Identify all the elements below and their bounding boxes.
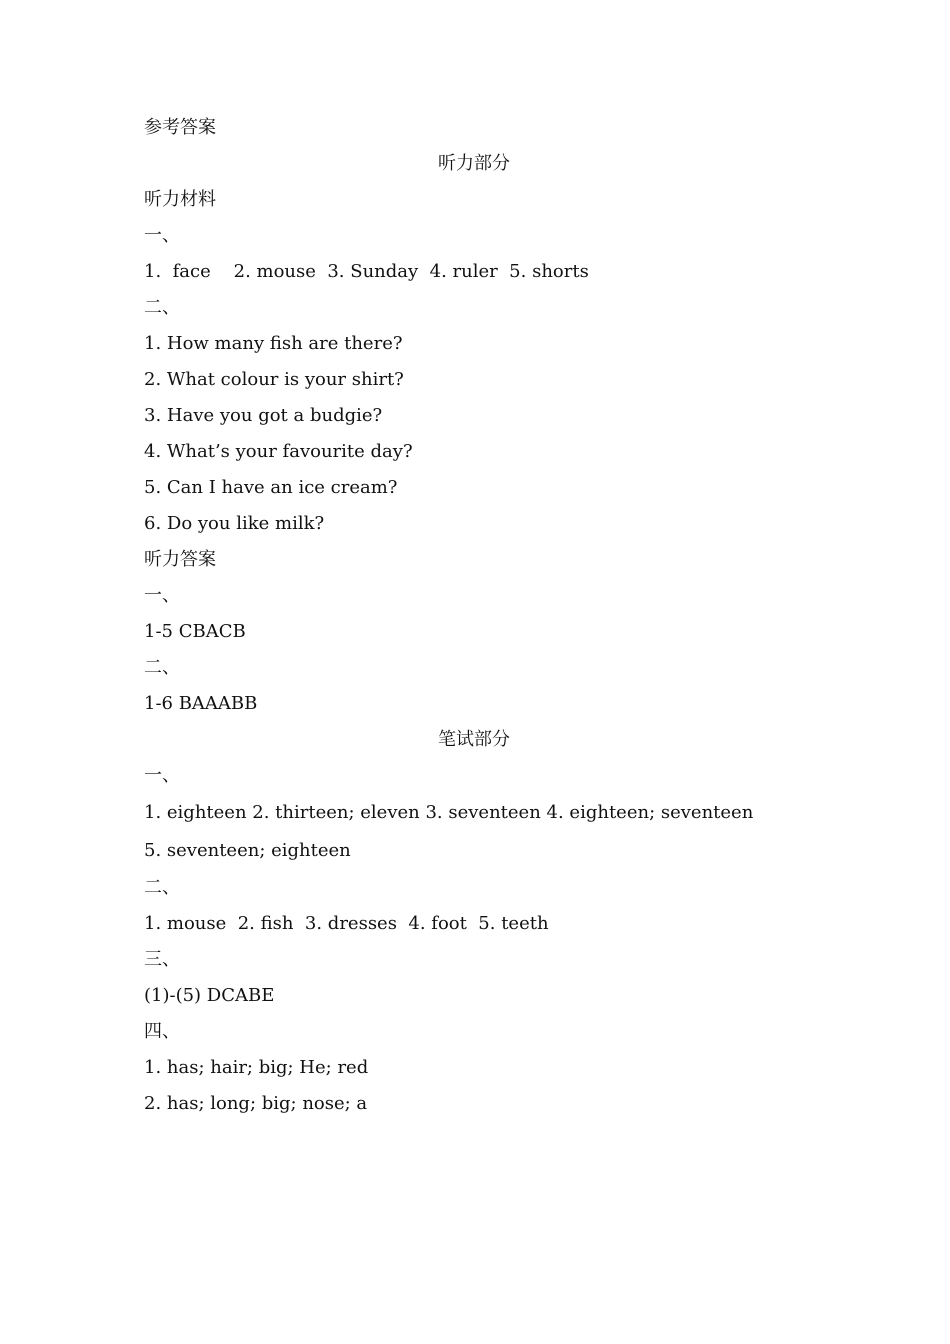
written-part1-label: 一、 xyxy=(144,765,180,786)
written-part2-text: 1. mouse 2. fish 3. dresses 4. foot 5. teeth xyxy=(144,913,549,934)
answer-key-title: 参考答案 xyxy=(144,117,216,138)
listening-question-3: 3. Have you got a budgie? xyxy=(144,405,383,426)
listening-part1-text: 1. face 2. mouse 3. Sunday 4. ruler 5. shorts xyxy=(144,261,589,282)
listening-answers-part2-label: 二、 xyxy=(144,657,180,678)
written-part2-label: 二、 xyxy=(144,877,180,898)
written-part3-text: (1)-(5) DCABE xyxy=(144,985,275,1006)
listening-answers-part2-text: 1-6 BAAABB xyxy=(144,693,258,714)
listening-answers-part1-text: 1-5 CBACB xyxy=(144,621,246,642)
written-section-heading: 笔试部分 xyxy=(438,729,510,750)
written-part3-label: 三、 xyxy=(144,949,180,970)
listening-question-6: 6. Do you like milk? xyxy=(144,513,325,534)
listening-question-5: 5. Can I have an ice cream? xyxy=(144,477,398,498)
listening-materials-label: 听力材料 xyxy=(144,189,216,210)
written-part4-item-2: 2. has; long; big; nose; a xyxy=(144,1093,368,1114)
written-part1-text: 1. eighteen 2. thirteen; eleven 3. seventeen 4. eighteen; seventeen 5. seventeen; eighteen xyxy=(144,802,754,861)
listening-answers-part1-label: 一、 xyxy=(144,585,180,606)
listening-answers-label: 听力答案 xyxy=(144,549,216,570)
document-content xyxy=(144,110,804,1122)
written-part4-label: 四、 xyxy=(144,1021,180,1042)
listening-part1-label: 一、 xyxy=(144,225,180,246)
listening-question-2: 2. What colour is your shirt? xyxy=(144,369,404,390)
written-part4-item-1: 1. has; hair; big; He; red xyxy=(144,1057,369,1078)
listening-question-4: 4. What’s your favourite day? xyxy=(144,441,413,462)
listening-section-heading: 听力部分 xyxy=(438,153,510,174)
listening-question-1: 1. How many fish are there? xyxy=(144,333,403,354)
listening-part2-label: 二、 xyxy=(144,297,180,318)
